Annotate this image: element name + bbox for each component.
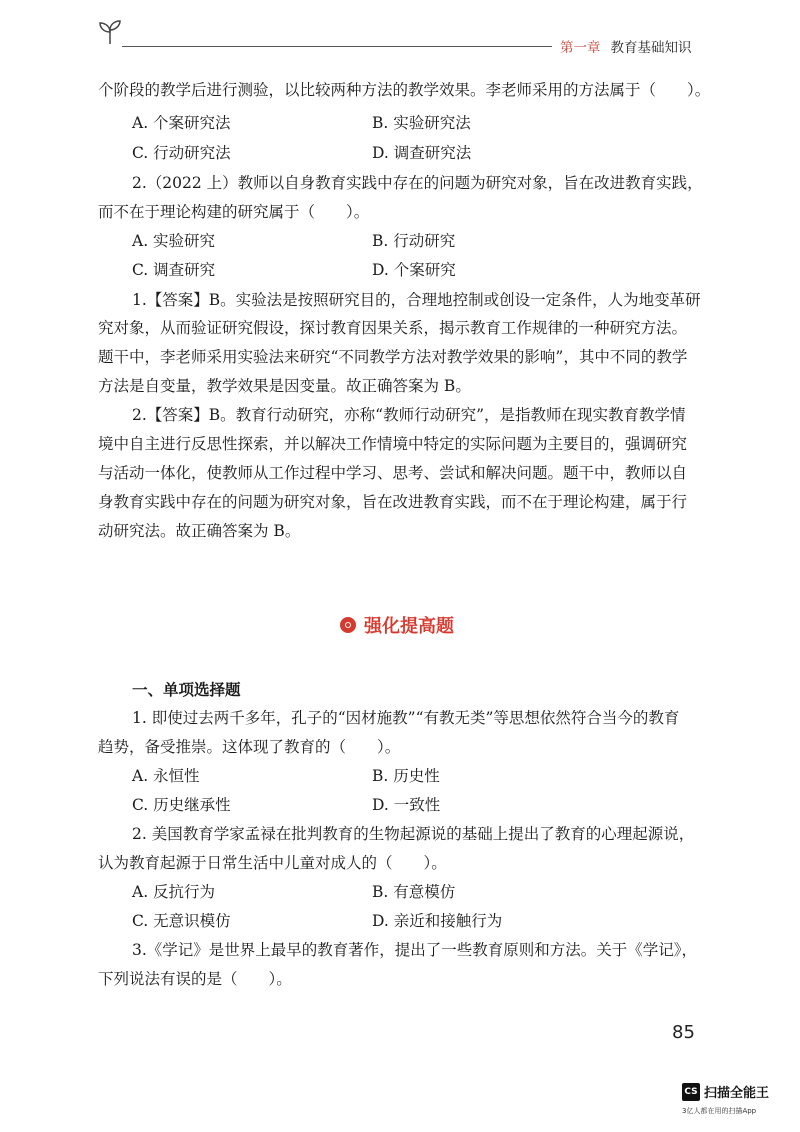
sprout-icon	[96, 18, 124, 46]
scanner-app-name: 扫描全能王	[704, 1086, 770, 1101]
chapter-number: 第一章	[560, 40, 601, 56]
page-header	[0, 0, 800, 70]
option-a: A. 个案研究法	[132, 114, 231, 132]
question-2-line-2: 而不在于理论构建的研究属于（ ）。	[98, 203, 370, 221]
option-d: D. 调查研究法	[372, 144, 472, 162]
option-b: B. 行动研究	[372, 232, 456, 250]
option-b: B. 有意模仿	[372, 883, 456, 901]
page-number: 85	[672, 1022, 695, 1043]
answer-2-line-1: 2.【答案】B。教育行动研究，亦称“教师行动研究”，是指教师在现实教育教学情	[132, 406, 686, 424]
section-title-text: 强化提高题	[364, 616, 454, 637]
question-2-line-2: 认为教育起源于日常生活中儿童对成人的（ ）。	[98, 854, 447, 872]
answer-1-line-1: 1.【答案】B。实验法是按照研究目的，合理地控制或创设一定条件，人为地变革研	[132, 291, 701, 309]
option-c: C. 无意识模仿	[132, 912, 231, 930]
subsection-heading: 一、单项选择题	[132, 681, 241, 699]
question-3-line-1: 3.《学记》是世界上最早的教育著作，提出了一些教育原则和方法。关于《学记》，	[132, 941, 698, 959]
section-title	[340, 612, 454, 638]
question-1-line-2: 趋势，备受推崇。这体现了教育的（ ）。	[98, 738, 401, 756]
answer-1-line-3: 题干中，李老师采用实验法来研究“不同教学方法对教学效果的影响”，其中不同的教学	[98, 348, 688, 366]
answer-1-line-4: 方法是自变量，教学效果是因变量。故正确答案为 B。	[98, 377, 471, 395]
answer-2-line-4: 身教育实践中存在的问题为研究对象，旨在改进教育实践，而不在于理论构建，属于行	[98, 493, 688, 511]
option-d: D. 一致性	[372, 796, 441, 814]
question-3-line-2: 下列说法有误的是（ ）。	[98, 970, 292, 988]
camscanner-logo-icon: CS	[682, 1083, 700, 1101]
option-d: D. 亲近和接触行为	[372, 912, 503, 930]
question-continuation: 个阶段的教学后进行测验，以比较两种方法的教学效果。李老师采用的方法属于（ ）。	[98, 81, 711, 99]
chapter-label	[560, 36, 692, 56]
option-d: D. 个案研究	[372, 261, 456, 279]
question-2-line-1: 2.（2022 上）教师以自身教育实践中存在的问题为研究对象，旨在改进教育实践，	[132, 174, 703, 192]
option-c: C. 调查研究	[132, 261, 216, 279]
chapter-name: 教育基础知识	[610, 40, 692, 56]
question-2-line-1: 2. 美国教育学家孟禄在批判教育的生物起源说的基础上提出了教育的心理起源说，	[132, 825, 695, 843]
option-b: B. 实验研究法	[372, 114, 471, 132]
answer-2-line-2: 境中自主进行反思性探索，并以解决工作情境中特定的实际问题为主要目的，强调研究	[98, 435, 688, 453]
scanner-tagline: 3亿人都在用的扫描App	[682, 1107, 757, 1115]
option-a: A. 实验研究	[132, 232, 216, 250]
option-a: A. 永恒性	[132, 767, 200, 785]
option-a: A. 反抗行为	[132, 883, 216, 901]
question-1-line-1: 1. 即使过去两千多年，孔子的“因材施教”“有教无类”等思想依然符合当今的教育	[132, 709, 680, 727]
option-c: C. 历史继承性	[132, 796, 231, 814]
option-b: B. 历史性	[372, 767, 440, 785]
option-c: C. 行动研究法	[132, 144, 231, 162]
answer-2-line-3: 与活动一体化，使教师从工作过程中学习、思考、尝试和解决问题。题干中，教师以自	[98, 464, 688, 482]
section-bullet-icon	[340, 617, 356, 633]
answer-1-line-2: 究对象，从而验证研究假设，探讨教育因果关系，揭示教育工作规律的一种研究方法。	[98, 319, 688, 337]
answer-2-line-5: 动研究法。故正确答案为 B。	[98, 522, 301, 540]
scanner-watermark	[682, 1082, 769, 1101]
header-rule	[122, 46, 552, 47]
